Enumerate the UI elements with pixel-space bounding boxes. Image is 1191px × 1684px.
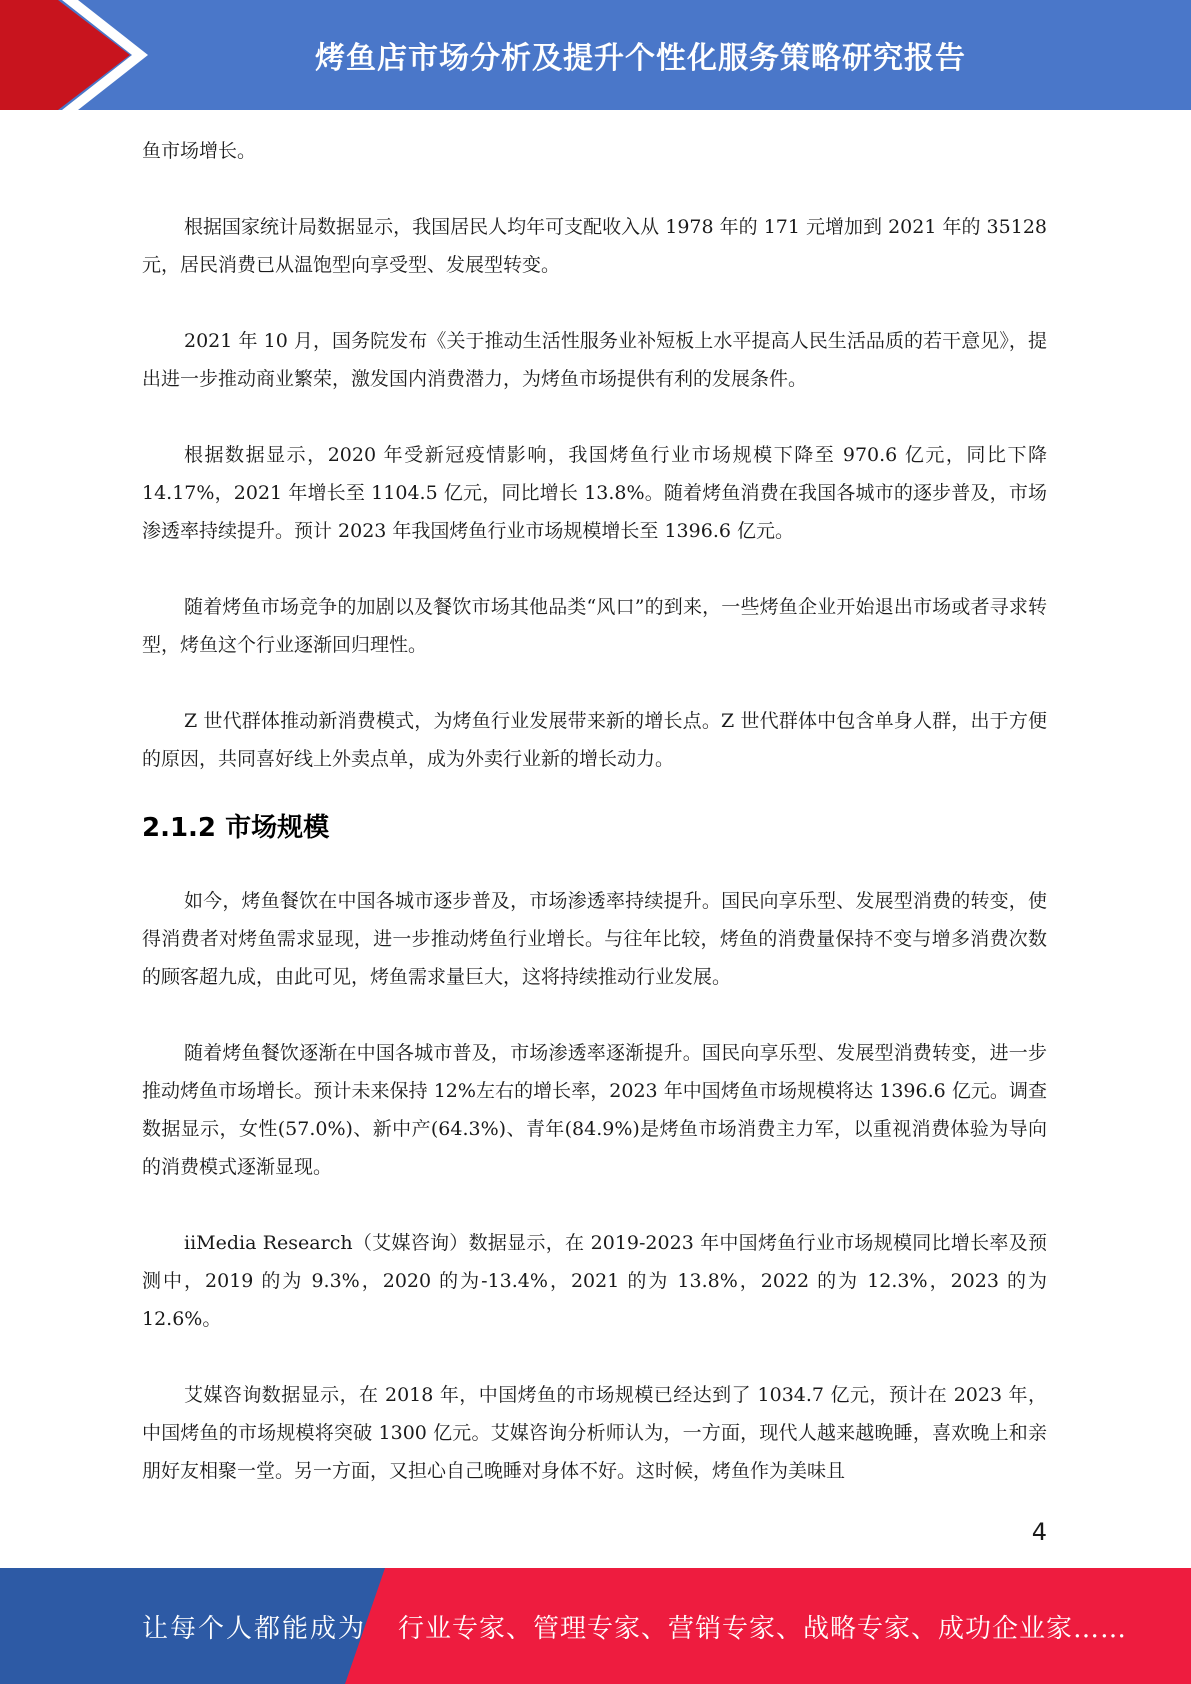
paragraph: 根据国家统计局数据显示，我国居民人均年可支配收入从 1978 年的 171 元增加到 2021 年的 35128 元，居民消费已从温饱型向享受型、发展型转变。 [142, 216, 1047, 276]
paragraph: 艾媒咨询数据显示，在 2018 年，中国烤鱼的市场规模已经达到了 1034.7 亿元，预计在 2023 年，中国烤鱼的市场规模将突破 1300 亿元。艾媒咨询分析师认为，一方面，现代人越来越晚睡，喜欢晚上和亲朋好友相聚一堂。另一方面，又担心自己晚睡对身体不好。这时候，烤鱼作为美味且 [142, 1384, 1047, 1482]
paragraph: iiMedia Research（艾媒咨询）数据显示，在 2019-2023 年中国烤鱼行业市场规模同比增长率及预测中，2019 的为 9.3%，2020 的为-13.4%，2021 的为 13.8%，2022 的为 12.3%，2023 的为 12.6%。 [142, 1232, 1047, 1330]
section-heading: 2.1.2 市场规模 [142, 813, 330, 843]
paragraph: 根据数据显示，2020 年受新冠疫情影响，我国烤鱼行业市场规模下降至 970.6 亿元，同比下降 14.17%，2021 年增长至 1104.5 亿元，同比增长 13.8%。随着烤鱼消费在我国各城市的逐步普及，市场渗透率持续提升。预计 2023 年我国烤鱼行业市场规模增长至 1396.6 亿元。 [142, 444, 1047, 542]
paragraph: Z 世代群体推动新消费模式，为烤鱼行业发展带来新的增长点。Z 世代群体中包含单身人群，出于方便的原因，共同喜好线上外卖点单，成为外卖行业新的增长动力。 [142, 710, 1047, 770]
paragraph: 随着烤鱼市场竞争的加剧以及餐饮市场其他品类“风口”的到来，一些烤鱼企业开始退出市场或者寻求转型，烤鱼这个行业逐渐回归理性。 [142, 596, 1047, 656]
page-number: 4 [1031, 1518, 1047, 1546]
paragraph: 2021 年 10 月，国务院发布《关于推动生活性服务业补短板上水平提高人民生活品质的若干意见》，提出进一步推动商业繁荣，激发国内消费潜力，为烤鱼市场提供有利的发展条件。 [142, 330, 1047, 390]
report-title: 烤鱼店市场分析及提升个性化服务策略研究报告 [315, 41, 966, 76]
footer-slogan-right: 行业专家、管理专家、营销专家、战略专家、成功企业家…… [398, 1613, 1128, 1644]
paragraph: 随着烤鱼餐饮逐渐在中国各城市普及，市场渗透率逐渐提升。国民向享乐型、发展型消费转变，进一步推动烤鱼市场增长。预计未来保持 12%左右的增长率，2023 年中国烤鱼市场规模将达 1396.6 亿元。调查数据显示，女性(57.0%)、新中产(64.3%)、青年(84.9%)是烤鱼市场消费主力军，以重视消费体验为导向的消费模式逐渐显现。 [142, 1042, 1047, 1178]
document-body [142, 132, 1047, 1528]
footer-slogan-left: 让每个人都能成为 [142, 1613, 367, 1644]
page-header [0, 0, 1191, 110]
paragraph: 如今，烤鱼餐饮在中国各城市逐步普及，市场渗透率持续提升。国民向享乐型、发展型消费的转变，使得消费者对烤鱼需求显现，进一步推动烤鱼行业增长。与往年比较，烤鱼的消费量保持不变与增多消费次数的顾客超九成，由此可见，烤鱼需求量巨大，这将持续推动行业发展。 [142, 890, 1047, 988]
paragraph: 鱼市场增长。 [142, 140, 257, 162]
header-arrow-decoration [0, 0, 150, 110]
page-footer [0, 1568, 1191, 1684]
header-red-arrow [0, 0, 130, 110]
